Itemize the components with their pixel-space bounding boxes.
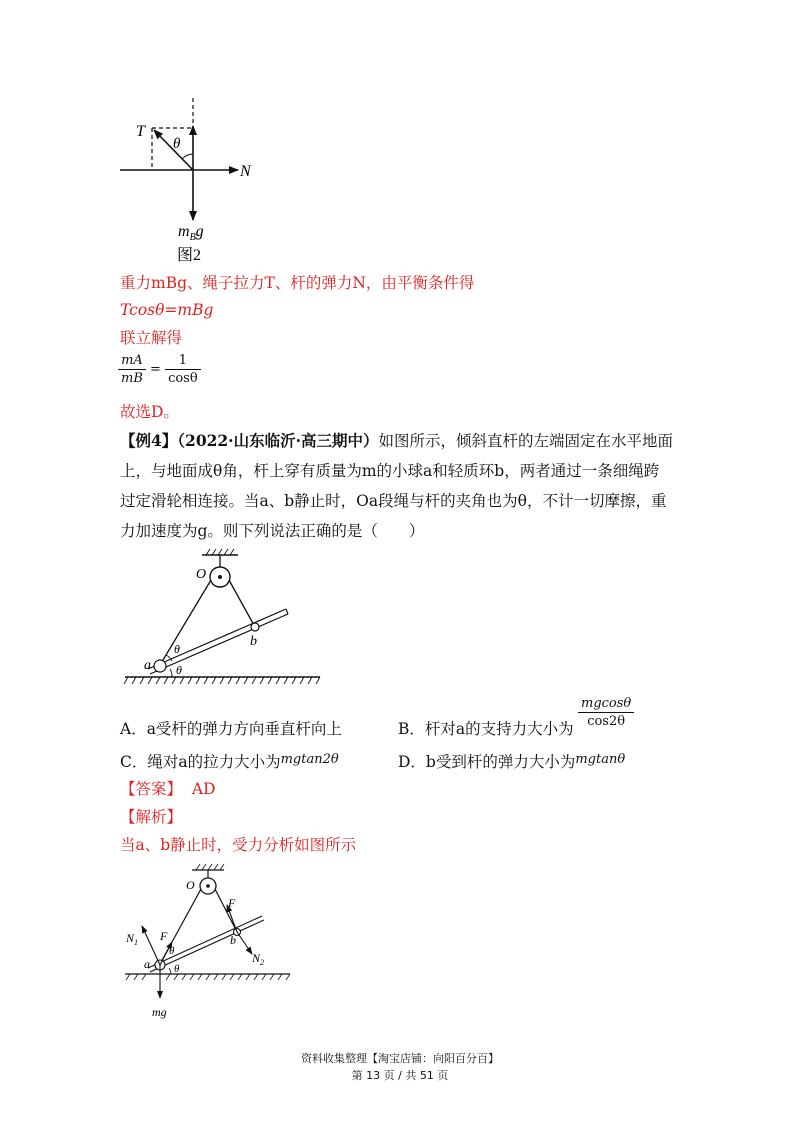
- ratio-rhs-fraction: [165, 352, 201, 387]
- option-a: A．a受杆的弹力方向垂直杆向上: [120, 720, 342, 738]
- ratio-denominator: mB: [121, 371, 143, 386]
- combine-text: 联立解得: [120, 329, 183, 347]
- option-b-text: B．杆对a的支持力大小为: [398, 720, 574, 738]
- example-4-line-2: 上，与地面成θ角，杆上穿有质量为m的小球a和轻质环b，两者通过一条细绳跨: [120, 462, 660, 480]
- answer-label: 【答案】: [120, 780, 183, 798]
- figure-3-rod-pulley: [120, 545, 330, 690]
- ratio-rhs-denominator: cosθ: [168, 371, 198, 386]
- label-N2: $N_2$: [252, 951, 265, 967]
- ratio-rhs-numerator: 1: [165, 352, 201, 370]
- ground-hatching: [126, 974, 290, 980]
- theta-arc-ground: [169, 968, 171, 974]
- ratio-lhs-fraction: [118, 352, 146, 387]
- label-mBg: $m_Bg$: [178, 223, 204, 243]
- label-mg: mg: [152, 1005, 167, 1019]
- option-b-numerator: mgcosθ: [578, 695, 634, 713]
- rod-end-cap: [286, 609, 288, 614]
- footer-source: 资料收集整理【淘宝店铺：向阳百分百】: [301, 1052, 499, 1065]
- label-theta: θ: [173, 136, 181, 152]
- label-N: N: [240, 163, 251, 180]
- option-b: [398, 714, 574, 744]
- option-d: [398, 745, 625, 777]
- label-theta-ground: θ: [176, 663, 182, 677]
- label-theta-ground: θ: [174, 963, 180, 975]
- option-b-fraction: [578, 695, 634, 730]
- label-a: a: [144, 957, 150, 971]
- label-theta-string: θ: [174, 642, 180, 656]
- label-F: F: [160, 929, 168, 943]
- example-4-tag: 【例4】: [120, 431, 178, 450]
- ball-a: [154, 660, 166, 672]
- rod-bottom-edge: [150, 614, 288, 674]
- normal-n2-arrow: [237, 932, 252, 954]
- label-b: b: [230, 933, 236, 947]
- balance-equation: Tcosθ=mBg: [120, 301, 214, 319]
- answer-value: AD: [191, 780, 216, 798]
- footer-page-number: 第 13 页 / 共 51 页: [351, 1069, 449, 1082]
- label-b: b: [250, 634, 257, 649]
- label-T: T: [136, 123, 145, 140]
- option-c-text: C．绳对a的拉力大小为: [120, 753, 281, 771]
- example-4-line-3: 过定滑轮相连接。当a、b静止时，Oa段绳与杆的夹角也为θ，不计一切摩擦，重: [120, 492, 667, 510]
- example-4-source: （2022·山东临沂·高三期中）: [177, 431, 379, 450]
- label-F-top: F: [228, 896, 236, 910]
- label-O: O: [196, 567, 207, 582]
- label-O: O: [186, 878, 195, 892]
- label-theta-string: θ: [169, 945, 175, 957]
- label-a: a: [144, 658, 151, 673]
- choose-answer: 故选D。: [120, 403, 179, 421]
- figure-2-force-diagram: [110, 90, 280, 265]
- option-d-expression: mgtanθ: [575, 752, 626, 767]
- figure-4-force-analysis: [120, 862, 300, 1022]
- option-b-denominator: cos2θ: [587, 714, 626, 729]
- ceiling-hatching: [196, 864, 224, 870]
- string-ob: [229, 580, 255, 627]
- forces-description: 重力mBg、绳子拉力T、杆的弹力N，由平衡条件得: [120, 274, 475, 292]
- mass-ratio-equation: $\frac{mA}{mB}$ = $\frac{1}{\cos\theta}$: [118, 352, 201, 387]
- ratio-numerator: mA: [118, 352, 146, 370]
- figure-2-caption: 图2: [177, 247, 202, 264]
- ceiling-hatching: [206, 549, 234, 555]
- option-d-text: D．b受到杆的弹力大小为: [398, 753, 576, 771]
- option-c-expression: mgtan2θ: [280, 752, 339, 767]
- pulley-axle: [206, 884, 210, 888]
- rod-top-edge: [148, 609, 286, 669]
- example-4-line-1: [120, 426, 700, 456]
- example-4-line-4: 力加速度为g。则下列说法正确的是（ ）: [120, 522, 425, 540]
- analysis-text: 当a、b静止时，受力分析如图所示: [120, 836, 357, 854]
- option-c: [120, 745, 339, 777]
- theta-arc-ground: [170, 669, 172, 677]
- pulley-axle: [218, 575, 222, 579]
- ground-hatching: [124, 677, 320, 684]
- ring-b: [251, 623, 259, 631]
- theta-arc: [182, 154, 193, 159]
- answer-line: [120, 774, 216, 804]
- example-4-text-1: 如图所示，倾斜直杆的左端固定在水平地面: [378, 432, 673, 450]
- label-N1: $N_1$: [126, 931, 139, 947]
- example-4-question: [120, 426, 700, 546]
- analysis-label: 【解析】: [120, 808, 183, 826]
